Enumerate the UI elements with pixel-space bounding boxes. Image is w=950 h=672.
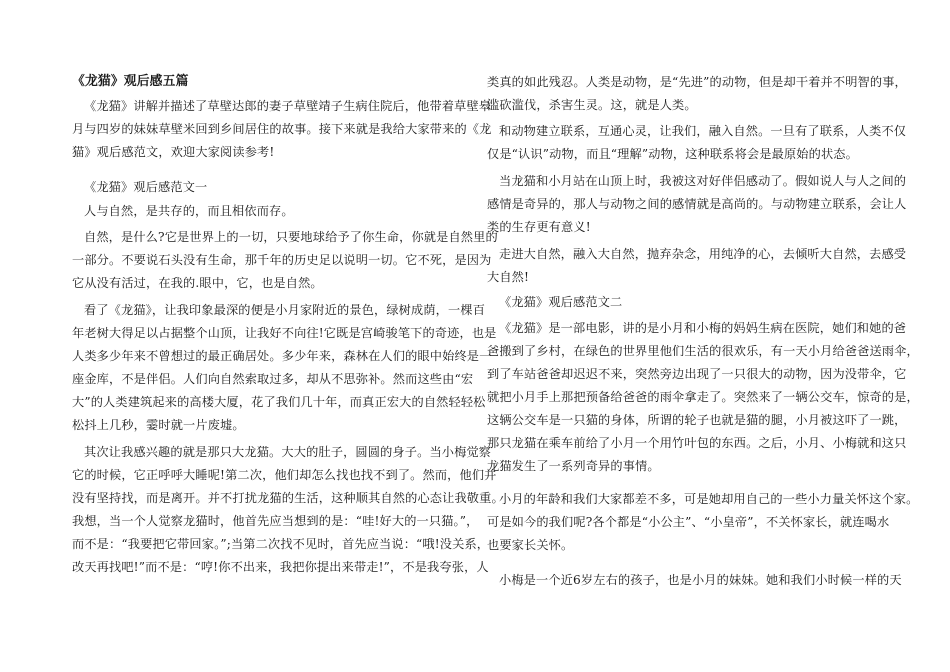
text-line: 没有坚持找，而是离开。并不打扰龙猫的生活，这种顺其自然的心态让我敬重。 (72, 491, 504, 505)
text-line: 而不是：“我要把它带回家。”;当第二次找不见时，首先应当说：“哦!没关系， (72, 537, 490, 551)
text-line: 其次让我感兴趣的就是那只大龙猫。大大的肚子，圆圆的身子。当小梅觉察 (84, 445, 492, 459)
text-line: 也要家长关怀。 (487, 538, 574, 552)
text-line: 《龙猫》是一部电影，讲的是小月和小梅的妈妈生病在医院，她们和她的爸 (499, 321, 907, 335)
text-line: 大自然! (487, 270, 530, 284)
text-line: 改天再找吧!”而不是：“哼!你不出来，我把你提出来带走!”，不是我夸张，人 (72, 560, 489, 574)
text-line: 小月的年龄和我们大家都差不多，可是她却用自己的一些小力量关怀这个家。 (499, 492, 919, 506)
text-line: 那只龙猫在乘车前给了小月一个用竹叶包的东西。之后，小月、小梅就和这只 (487, 436, 907, 450)
text-line: 月与四岁的妹妹草壁米回到乡间居住的故事。接下来就是我给大家带来的《龙 (72, 122, 492, 136)
text-line: 可是如今的我们呢?各个都是“小公主”、“小皇帝”，不关怀家长，就连喝水 (487, 515, 890, 529)
text-line: 小梅是一个近6岁左右的孩子，也是小月的妹妹。她和我们小时候一样的天 (499, 573, 902, 587)
text-line: 仅是“认识”动物，而且“理解”动物，这种联系将会是最原始的状态。 (487, 147, 858, 161)
text-line: 座金库，不是伴侣。人们向自然索取过多，却从不思弥补。然而这些由“宏 (72, 372, 474, 386)
text-line: 猫》观后感范文，欢迎大家阅读参考! (72, 145, 275, 159)
text-line: 一部分。不要说石头没有生命，那千年的历史足以说明一切。它不死，是因为 (72, 253, 492, 267)
text-line: 人类多少年来不曾想过的最正确居处。多少年来，森林在人们的眼中始终是一 (72, 349, 492, 363)
text-line: 就把小月手上那把预备给爸爸的雨伞拿走了。突然来了一辆公交车，惊奇的是， (487, 390, 919, 404)
text-line: 年老树大得足以占据整个山顶，让我好不向往!它既是宫崎骏笔下的奇迹，也是 (72, 326, 497, 340)
text-line: 和动物建立联系，互通心灵，让我们，融入自然。一旦有了联系，人类不仅 (499, 124, 907, 138)
text-line: 《龙猫》讲解并描述了草壁达郎的妻子草壁靖子生病住院后，他带着草壁皋 (84, 99, 492, 113)
text-line: 我想，当一个人觉察龙猫时，他首先应当想到的是：“哇!好大的一只猫。”， (72, 514, 479, 528)
text-line: 类的生存更有意义! (487, 220, 591, 234)
text-line: 滥砍滥伐，杀害生灵。这，就是人类。 (487, 98, 697, 112)
text-line: 走进大自然，融入大自然，抛弃杂念，用纯净的心，去倾听大自然，去感受 (499, 247, 907, 261)
section-heading: 《龙猫》观后感范文二 (499, 295, 623, 309)
text-line: 这辆公交车是一只猫的身体，所谓的轮子也就是猫的腿，小月被这吓了一跳， (487, 413, 907, 427)
document-title: 《龙猫》观后感五篇 (72, 74, 189, 89)
text-line: 它的时候，它正呼呼大睡呢!第二次，他们却怎么找也找不到了。然而，他们并 (72, 468, 497, 482)
text-line: 类真的如此残忍。人类是动物，是“先进”的动物，但是却干着并不明智的事， (487, 75, 907, 89)
text-line: 爸搬到了乡村，在绿色的世界里他们生活的很欢乐，有一天小月给爸爸送雨伞， (487, 344, 919, 358)
text-line: 看了《龙猫》，让我印象最深的便是小月家附近的景色，绿树成荫，一棵百 (84, 303, 486, 317)
text-line: 到了车站爸爸却迟迟不来，突然旁边出现了一只很大的动物，因为没带伞，它 (487, 367, 907, 381)
text-line: 大”的人类建筑起来的高楼大厦，花了我们几十年，而真正宏大的自然轻轻松 (72, 395, 486, 409)
text-line: 人与自然，是共存的，而且相依而存。 (84, 204, 294, 218)
text-line: 感情是奇异的，那人与动物之间的感情就是高尚的。与动物建立联系，会让人 (487, 197, 907, 211)
text-line: 它从没有活过，在我的.眼中，它，也是自然。 (72, 276, 323, 290)
text-line: 龙猫发生了一系列奇异的事情。 (487, 459, 660, 473)
section-heading: 《龙猫》观后感范文一 (84, 180, 208, 194)
text-line: 自然，是什么?它是世界上的一切，只要地球给予了你生命，你就是自然里的 (84, 230, 498, 244)
text-line: 当龙猫和小月站在山顶上时，我被这对好伴侣感动了。假如说人与人之间的 (499, 174, 907, 188)
text-line: 松抖上几秒，霎时就一片废墟。 (72, 418, 245, 432)
